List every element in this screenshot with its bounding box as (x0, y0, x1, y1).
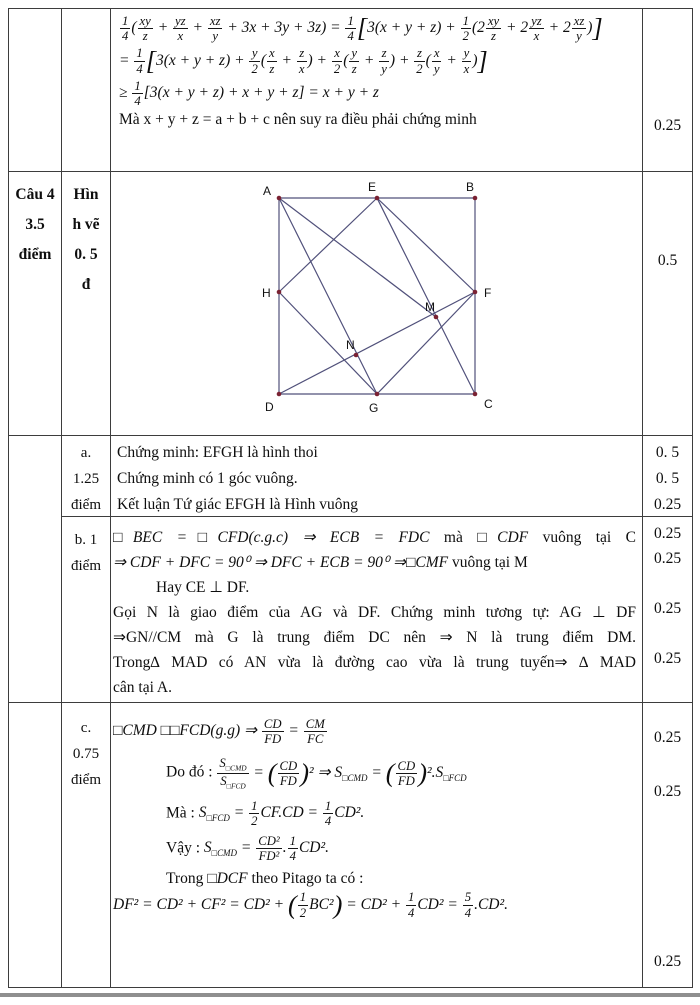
row1-question-cell (9, 9, 62, 172)
figure-segment-CE (377, 198, 475, 394)
text-line: Mà x + y + z = a + b + c nên suy ra điều phải chứng minh (119, 111, 477, 129)
score-value: 0.25 (653, 729, 682, 746)
rowb-score-cell (643, 517, 692, 703)
rowab-question-cell (9, 436, 62, 703)
question-points-word: điểm (18, 246, 52, 263)
part-label: 0. 5 (74, 246, 98, 263)
figure-label-F: F (484, 286, 492, 300)
formula-line: ≥ $\frac{1}{4}$ [3(x + y + z) + x + y + z] = x + y + z (119, 78, 379, 109)
score-value: 0. 5 (655, 444, 680, 461)
proof-line: Trong∆ MAD có AN vừa là đường cao vừa là trung tuyến⇒ ∆ MAD (113, 654, 636, 671)
figure-point-H (277, 290, 282, 295)
score-value: 0.25 (653, 600, 682, 617)
text-line: Chứng minh: EFGH là hình thoi (117, 444, 318, 461)
figure-label-A: A (263, 184, 272, 198)
figure-point-D (277, 392, 282, 397)
score-value: 0.25 (653, 783, 682, 800)
rowa-score-cell (643, 436, 692, 517)
figure-segment-HE (279, 198, 377, 292)
figure-label-C: C (484, 397, 493, 411)
text-line: Chứng minh có 1 góc vuông. (117, 470, 298, 487)
figure-label-E: E (368, 180, 377, 194)
figure-label-B: B (466, 180, 475, 194)
figure-label-D: D (265, 400, 274, 414)
question-label: Câu 4 (15, 186, 55, 203)
figure-point-G (375, 392, 380, 397)
formula-line: $\frac{1}{4}$ ( $\frac{xy}{z}$ + $\frac{yz}{x}$ + $\frac{xz}{y}$ + 3x + 3y + 3z) = $\frac{1}{4}$ [3(x + y + z) + $\frac{1}{2}$ (2 $\frac{xy}{z}$ + 2 $\frac{yz}{x}$ + 2 $\frac{xz}{y}$ )] (122, 13, 603, 44)
score-value: 0.25 (653, 496, 682, 513)
row1-score-cell (643, 9, 692, 172)
question-points: 3.5 (25, 216, 45, 233)
part-label: b. 1 (74, 532, 98, 548)
proof-line: □BEC =□CFD(c.g.c) ⇒ ECB = FDC mà □CDF vuông tại C (113, 529, 636, 546)
geometry-figure (111, 172, 642, 434)
part-label: đ (81, 276, 91, 293)
score-value: 0.25 (653, 650, 682, 667)
part-points: 1.25 (72, 471, 100, 487)
figure-segment-AG (279, 198, 377, 394)
figure-segment-AM (279, 198, 436, 317)
part-points-word: điểm (71, 497, 101, 513)
score-value: 0.25 (653, 525, 682, 542)
proof-line: DF² = CD² + CF² = CD² + ( $\frac{1}{2}$ BC²) = CD² + $\frac{1}{4}$ CD² = $\frac{5}{4}$ .CD². (113, 889, 509, 920)
proof-line: Mà : $S_{□FCD}$ = $\frac{1}{2}$ CF.CD = $\frac{1}{4}$ CD². (166, 798, 365, 828)
proof-line: ⇒ CDF + DFC = 90⁰ ⇒ DFC + ECB = 90⁰ ⇒□CMF vuông tại M (113, 554, 528, 571)
figure-point-A (277, 196, 282, 201)
score-value: 0.5 (657, 252, 678, 269)
figure-point-M (434, 315, 439, 320)
page-bottom-rule (0, 993, 700, 997)
rowa-content-cell (111, 436, 643, 517)
formula-line: = $\frac{1}{4}$ [3(x + y + z) + $\frac{y}{2}$ ( $\frac{x}{z}$ + $\frac{z}{x}$ ) + $\frac{x}{2}$ ( $\frac{y}{z}$ + $\frac{z}{y}$ ) + $\frac{z}{2}$ ( $\frac{x}{y}$ + $\frac{y}{x}$ )] (119, 45, 488, 76)
figure-point-B (473, 196, 478, 201)
rowc-part-cell (62, 703, 111, 987)
rowc-content-cell (111, 703, 643, 987)
part-label: c. (80, 720, 92, 736)
part-points-word: điểm (71, 772, 101, 788)
score-value: 0.25 (653, 550, 682, 567)
figure-label-G: G (369, 401, 379, 415)
figure-label-H: H (262, 286, 271, 300)
proof-line: Gọi N là giao điểm của AG và DF. Chứng minh tương tự: AG ⊥ DF (113, 604, 636, 621)
proof-line: ⇒GN//CM mà G là trung điểm DC nên ⇒ N là trung điểm DM. (113, 629, 636, 646)
square-abcd-figure (111, 172, 642, 434)
score-value: 0.25 (653, 117, 682, 134)
row1-content-cell (111, 9, 643, 172)
proof-line: cân tại A. (113, 679, 172, 696)
row2-figure-cell (111, 172, 643, 436)
row2-score-cell (643, 172, 692, 436)
figure-point-F (473, 290, 478, 295)
score-value: 0. 5 (655, 470, 680, 487)
rowb-content-cell (111, 517, 643, 703)
answer-table (8, 8, 693, 988)
proof-line: Trong □DCF theo Pitago ta có : (166, 870, 364, 888)
rowc-question-cell (9, 703, 62, 987)
figure-segment-EF (377, 198, 475, 292)
proof-line: Hay CE ⊥ DF. (156, 579, 250, 596)
part-label: h vẽ (72, 216, 100, 233)
figure-point-E (375, 196, 380, 201)
part-label: Hìn (73, 186, 99, 203)
figure-label-M: M (425, 300, 435, 314)
part-label: a. (80, 445, 92, 461)
proof-line: □CMD □□FCD(g.g) ⇒ $\frac{CD}{FD}$ = $\frac{CM}{FC}$ (113, 717, 325, 747)
text-line: Kết luận Tứ giác EFGH là Hình vuông (117, 496, 359, 513)
score-value: 0.25 (653, 953, 682, 970)
proof-line: Do đó : $\frac{S_{□CMD}}{S_{□FCD}}$ = ( $\frac{CD}{FD}$ )² ⇒ $S_{□CMD}$ = ( $\frac{CD}{FD}$ )$^2.S_{□FCD}$ (166, 756, 467, 791)
proof-line: Vậy : $S_{□CMD}$ = $\frac{\text{CD²}}{\text{FD²}}$ . $\frac{1}{4}$ CD². (166, 834, 330, 864)
figure-label-N: N (346, 338, 355, 352)
figure-point-C (473, 392, 478, 397)
rowa-part-cell (62, 436, 111, 517)
row2-question-cell (9, 172, 62, 436)
rowc-score-cell (643, 703, 692, 987)
part-points-word: điểm (71, 558, 101, 574)
figure-point-N (354, 353, 359, 358)
row2-part-cell (62, 172, 111, 436)
part-points: 0.75 (72, 746, 100, 762)
row1-part-cell (62, 9, 111, 172)
figure-segment-GH (279, 292, 377, 394)
rowb-part-cell (62, 517, 111, 703)
figure-segment-DF (279, 292, 475, 394)
